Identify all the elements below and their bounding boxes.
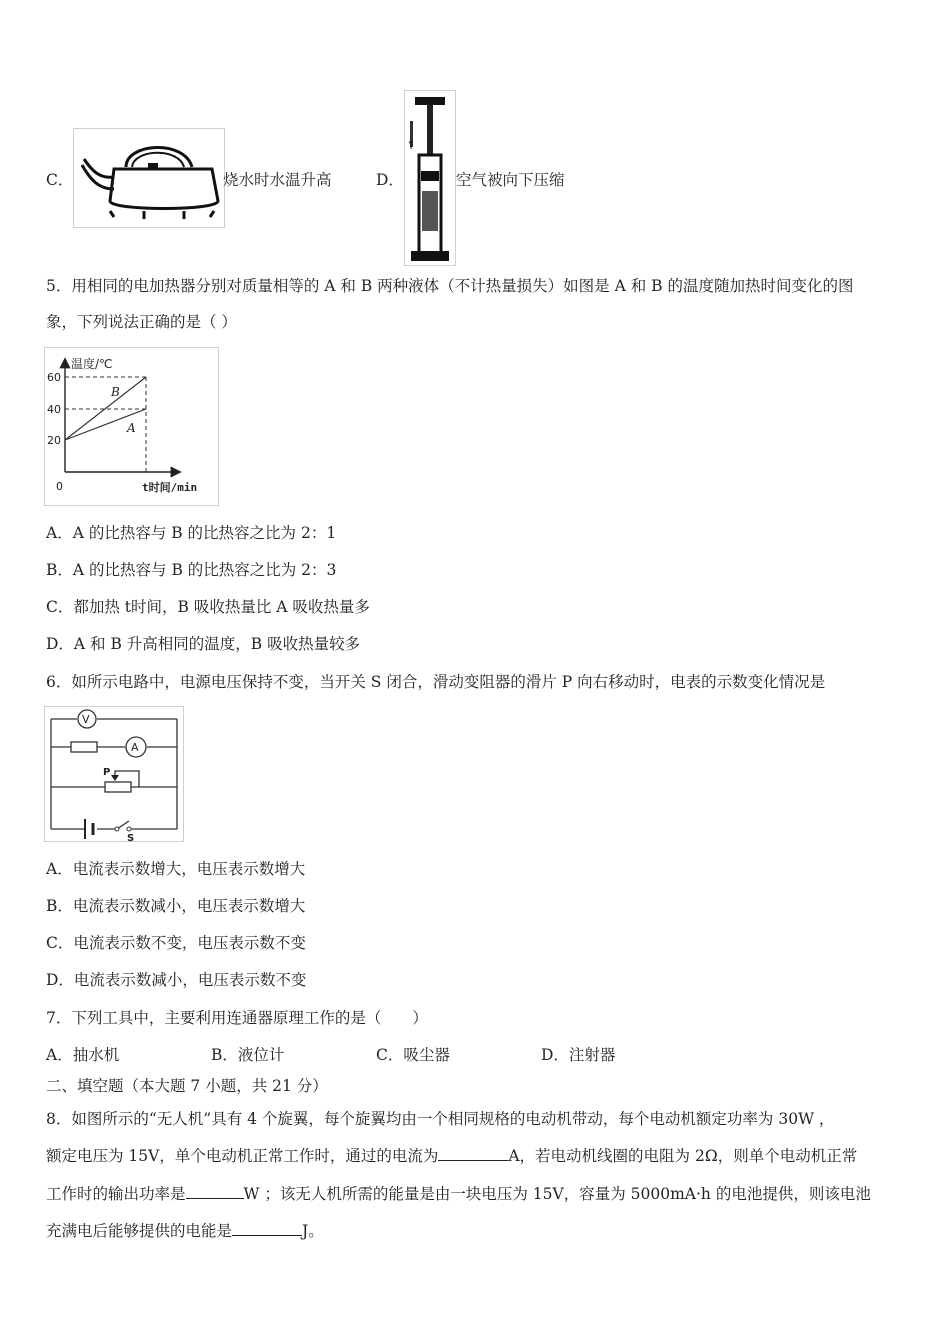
graph-line-a-label: A (127, 421, 136, 435)
air-pump-image (404, 90, 456, 266)
q6-option-b: B．电流表示数减小，电压表示数增大 (46, 897, 306, 915)
q8-line1: 8．如图所示的“无人机”具有 4 个旋翼，每个旋翼均由一个相同规格的电动机带动，每个电动机额定功率为 30W ， (46, 1110, 835, 1128)
q8-line4 (46, 1221, 324, 1241)
q6-stem: 6．如所示电路中，电源电压保持不变，当开关 S 闭合，滑动变阻器的滑片 P 向右移动时，电表的示数变化情况是 (46, 673, 826, 691)
q5-stem-line1: 5．用相同的电加热器分别对质量相等的 A 和 B 两种液体（不计热量损失）如图是 A 和 B 的温度随加热时间变化的图 (46, 277, 854, 295)
q5-option-a: A．A 的比热容与 B 的比热容之比为 2：1 (46, 524, 337, 542)
temperature-time-graph (44, 347, 219, 506)
graph-xlabel: t时间/min (142, 481, 198, 494)
q8-blank-energy[interactable] (232, 1221, 302, 1236)
q8-line3-a: 工作时的输出功率是 (46, 1185, 186, 1203)
q7-option-c: C．吸尘器 (376, 1046, 450, 1064)
q4-option-c-text: 烧水时水温升高 (223, 171, 332, 189)
slider-label: P (103, 767, 111, 778)
q8-line2 (46, 1146, 857, 1166)
q8-line3-b: W ；该无人机所需的能量是由一块电压为 15V，容量为 5000mA·h 的电池提供，则该电池 (243, 1185, 871, 1203)
q4-option-d-label: D． (376, 171, 404, 189)
q5-option-d: D．A 和 B 升高相同的温度，B 吸收热量较多 (46, 635, 361, 653)
q7-option-b: B．液位计 (211, 1046, 285, 1064)
voltmeter-label: V (82, 713, 90, 726)
circuit-diagram (44, 706, 184, 842)
q5-stem-line2: 象，下列说法正确的是（ ） (46, 313, 237, 331)
q5-option-b: B．A 的比热容与 B 的比热容之比为 2：3 (46, 561, 337, 579)
ammeter-label: A (131, 741, 139, 754)
q4-option-d-text: 空气被向下压缩 (456, 171, 565, 189)
q4-option-c-label: C． (46, 171, 74, 189)
q6-option-a: A．电流表示数增大，电压表示数增大 (46, 860, 306, 878)
q8-line2-b: A，若电动机线圈的电阻为 2Ω，则单个电动机正常 (508, 1147, 858, 1165)
q7-option-a: A．抽水机 (46, 1046, 120, 1064)
q6-option-d: D．电流表示数减小，电压表示数不变 (46, 971, 307, 989)
q8-blank-current[interactable] (438, 1146, 508, 1161)
q8-line3 (46, 1184, 871, 1204)
graph-origin: 0 (56, 480, 63, 493)
q8-blank-output-power[interactable] (186, 1184, 244, 1199)
q8-line4-a: 充满电后能够提供的电能是 (46, 1222, 233, 1240)
q7-option-d: D．注射器 (541, 1046, 616, 1064)
graph-line-b-label: B (111, 385, 120, 399)
graph-ylabel: 温度/℃ (71, 357, 113, 371)
q8-line4-b: J。 (302, 1222, 324, 1240)
kettle-image (73, 128, 225, 228)
graph-ytick-20: 20 (47, 434, 61, 447)
q8-line2-a: 额定电压为 15V，单个电动机正常工作时，通过的电流为 (46, 1147, 439, 1165)
graph-ytick-40: 40 (47, 403, 61, 416)
q6-option-c: C．电流表示数不变，电压表示数不变 (46, 934, 306, 952)
q5-option-c: C．都加热 t时间，B 吸收热量比 A 吸收热量多 (46, 598, 370, 616)
graph-ytick-60: 60 (47, 371, 61, 384)
q7-stem: 7．下列工具中，主要利用连通器原理工作的是（ ） (46, 1009, 428, 1027)
switch-label: S (127, 833, 135, 841)
section2-heading: 二、填空题（本大题 7 小题，共 21 分） (46, 1077, 328, 1095)
